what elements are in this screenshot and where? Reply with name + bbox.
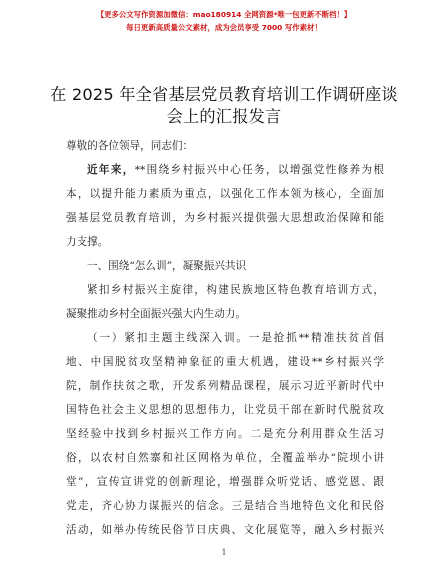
salutation: 尊敬的各位领导，同志们： bbox=[66, 140, 194, 152]
paragraph-3-line-8: 党走，齐心协力谋振兴的信念。三是结合当地特色文化和民俗 bbox=[66, 500, 384, 512]
paragraph-3-line-2: 地、中国脱贫攻坚精神象征的重大机遇，建设**乡村振兴学 bbox=[66, 356, 384, 368]
paragraph-3-line-3: 院，制作扶贫之歌，开发系列精品课程，展示习近平新时代中 bbox=[66, 380, 384, 392]
title-line-1: 在 2025 年全省基层党员教育培训工作调研座谈 bbox=[50, 85, 398, 104]
paragraph-3-line-4: 国特色社会主义思想的思想伟力，让党员干部在新时代脱贫攻 bbox=[66, 404, 384, 416]
document-title bbox=[50, 84, 398, 128]
paragraph-3-line-5: 坚经验中找到乡村振兴工作方向。二是充分利用群众生活习 bbox=[66, 428, 384, 440]
promo-banner-line-2: 每日更新高质量公文素材，成为会员享受 7000 写作素材！ bbox=[126, 23, 322, 32]
paragraph-3-line-9: 活动，如举办传统民俗节日庆典、文化展览等，融入乡村振兴 bbox=[66, 524, 384, 536]
paragraph-3-line-1: （一）紧扣主题主线深入训。一是抢抓**精准扶贫首倡 bbox=[87, 332, 384, 344]
paragraph-2-line-2: 凝聚推动乡村全面振兴强大内生动力。 bbox=[66, 308, 247, 320]
paragraph-1-line-3: 强基层党员教育培训，为乡村振兴提供强大思想政治保障和能 bbox=[66, 212, 384, 224]
title-line-2: 会上的汇报发言 bbox=[166, 107, 282, 126]
promo-banner bbox=[0, 8, 448, 34]
paragraph-2-line-1: 紧扣乡村振兴主旋律，构建民族地区特色教育培训方式， bbox=[87, 284, 384, 296]
paragraph-1-line-1 bbox=[66, 158, 384, 182]
document-body bbox=[66, 134, 384, 542]
paragraph-1-line-1-rest: **围绕乡村振兴中心任务，以增强党性修养为根 bbox=[134, 164, 384, 176]
paragraph-1-lead: 近年来， bbox=[87, 164, 135, 176]
paragraph-3-line-7: 堂”，宣传宣讲党的创新理论，增强群众听党话、感党恩、跟 bbox=[66, 476, 384, 488]
page-number: 1 bbox=[221, 548, 227, 557]
paragraph-3-line-6: 俗，以农村自然寨和社区网格为单位，全覆盖举办“院坝小讲 bbox=[66, 452, 384, 464]
section-heading-1: 一、围绕“怎么训”，凝聚振兴共识 bbox=[87, 260, 247, 272]
paragraph-1-line-4: 力支撑。 bbox=[66, 236, 109, 248]
paragraph-1-line-2: 本，以提升能力素质为重点，以强化工作本领为核心，全面加 bbox=[66, 188, 384, 200]
promo-banner-line-1: 【更多公文写作资源加微信：mao180914 全网资源*唯一包更新不断档！】 bbox=[96, 10, 352, 19]
